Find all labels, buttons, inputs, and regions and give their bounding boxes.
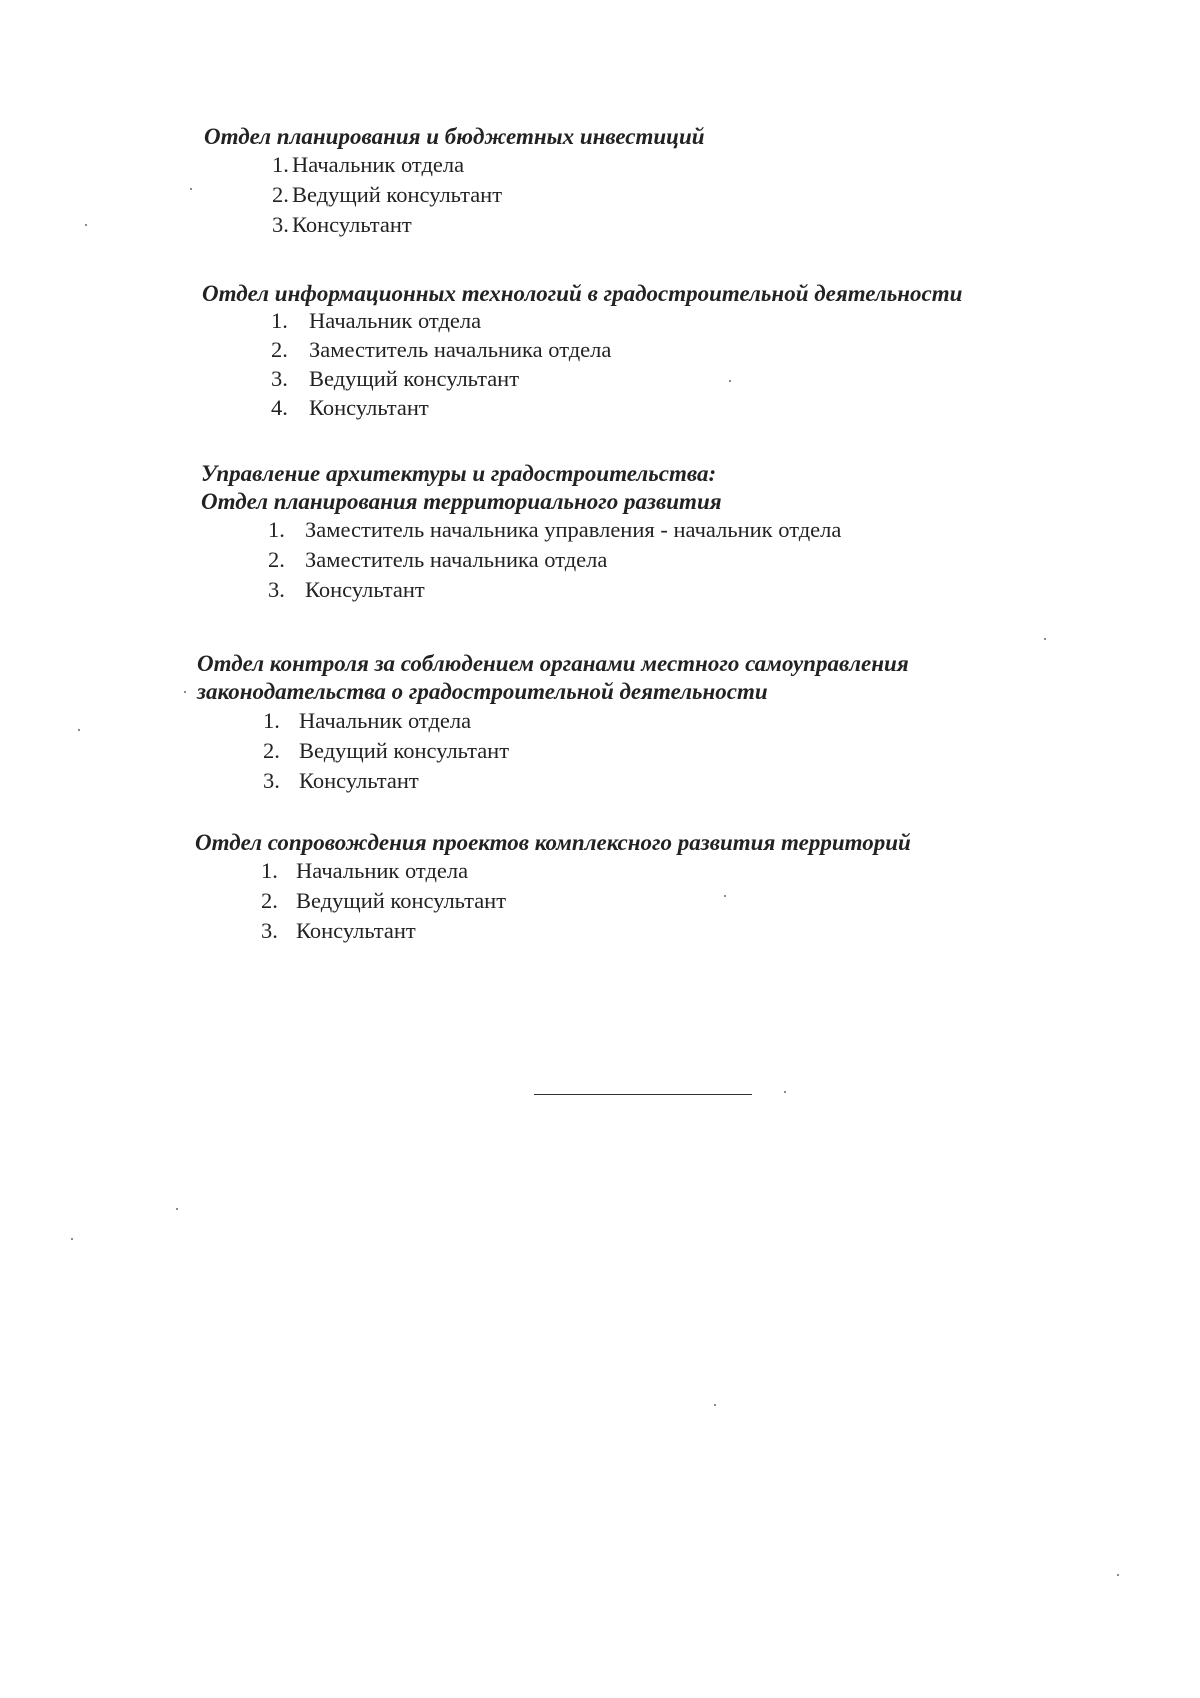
list-item <box>271 306 962 335</box>
scan-speck <box>190 188 192 190</box>
scan-speck <box>71 1238 73 1240</box>
list-item <box>268 515 841 545</box>
scan-speck <box>1117 1574 1119 1576</box>
section-heading: Отдел сопровождения проектов комплексного развития территорий <box>195 830 911 855</box>
item-number: 3. <box>271 366 288 391</box>
item-number: 3. <box>272 212 289 237</box>
scan-speck <box>784 1091 786 1093</box>
item-text: Начальник отдела <box>292 152 465 177</box>
item-number: 4. <box>271 395 288 420</box>
item-number: 1. <box>261 858 278 883</box>
section-subheading: Отдел планирования территориального развития <box>201 489 722 514</box>
position-list <box>268 515 841 605</box>
list-item <box>272 210 705 240</box>
position-list <box>263 706 909 796</box>
scan-speck <box>85 224 87 226</box>
item-text: Заместитель начальника отдела <box>309 337 612 362</box>
list-item <box>268 545 841 575</box>
section-control-local-government <box>197 650 909 796</box>
scan-speck <box>78 729 80 731</box>
item-number: 1. <box>272 152 289 177</box>
section-complex-development <box>195 829 911 946</box>
item-text: Ведущий консультант <box>296 888 507 913</box>
scan-speck <box>729 380 731 382</box>
list-item <box>268 575 841 605</box>
scan-speck <box>714 1404 716 1406</box>
list-item <box>263 766 909 796</box>
item-text: Ведущий консультант <box>309 366 520 391</box>
section-subheading: законодательства о градостроительной деятельности <box>197 679 768 704</box>
section-heading: Отдел информационных технологий в градостроительной деятельности <box>202 281 963 306</box>
item-number: 2. <box>261 888 278 913</box>
item-text: Консультант <box>299 768 419 793</box>
section-architecture-territorial <box>201 460 841 605</box>
scan-speck <box>184 691 186 693</box>
item-number: 2. <box>268 547 285 572</box>
item-text: Консультант <box>309 395 429 420</box>
end-divider-line <box>534 1094 752 1095</box>
item-number: 3. <box>263 768 280 793</box>
item-text: Заместитель начальника отдела <box>305 547 608 572</box>
section-heading: Отдел контроля за соблюдением органами местного самоуправления <box>197 651 909 676</box>
item-number: 1. <box>263 708 280 733</box>
scan-speck <box>724 895 726 897</box>
item-number: 3. <box>261 918 278 943</box>
scan-speck <box>1044 638 1046 640</box>
item-number: 2. <box>271 337 288 362</box>
list-item <box>272 150 705 180</box>
list-item <box>272 180 705 210</box>
list-item <box>261 916 911 946</box>
position-list <box>271 306 962 422</box>
list-item <box>263 736 909 766</box>
section-heading: Отдел планирования и бюджетных инвестиций <box>204 124 705 149</box>
item-number: 2. <box>272 182 289 207</box>
list-item <box>261 886 911 916</box>
item-text: Ведущий консультант <box>299 738 510 763</box>
list-item <box>271 335 962 364</box>
scan-speck <box>176 1208 178 1210</box>
item-text: Начальник отдела <box>309 308 482 333</box>
item-text: Консультант <box>305 577 425 602</box>
section-planning-budget <box>204 123 705 240</box>
list-item <box>261 856 911 886</box>
item-text: Консультант <box>296 918 416 943</box>
item-number: 1. <box>271 308 288 333</box>
list-item <box>271 364 962 393</box>
item-number: 2. <box>263 738 280 763</box>
section-heading: Управление архитектуры и градостроительства: <box>201 461 717 486</box>
position-list <box>261 856 911 946</box>
section-it-urban-planning <box>202 280 962 422</box>
position-list <box>272 150 705 240</box>
item-text: Ведущий консультант <box>292 182 503 207</box>
item-number: 1. <box>268 517 285 542</box>
item-text: Заместитель начальника управления - начальник отдела <box>305 517 842 542</box>
item-text: Начальник отдела <box>296 858 469 883</box>
list-item <box>263 706 909 736</box>
item-number: 3. <box>268 577 285 602</box>
list-item <box>271 393 962 422</box>
item-text: Начальник отдела <box>299 708 472 733</box>
item-text: Консультант <box>292 212 412 237</box>
